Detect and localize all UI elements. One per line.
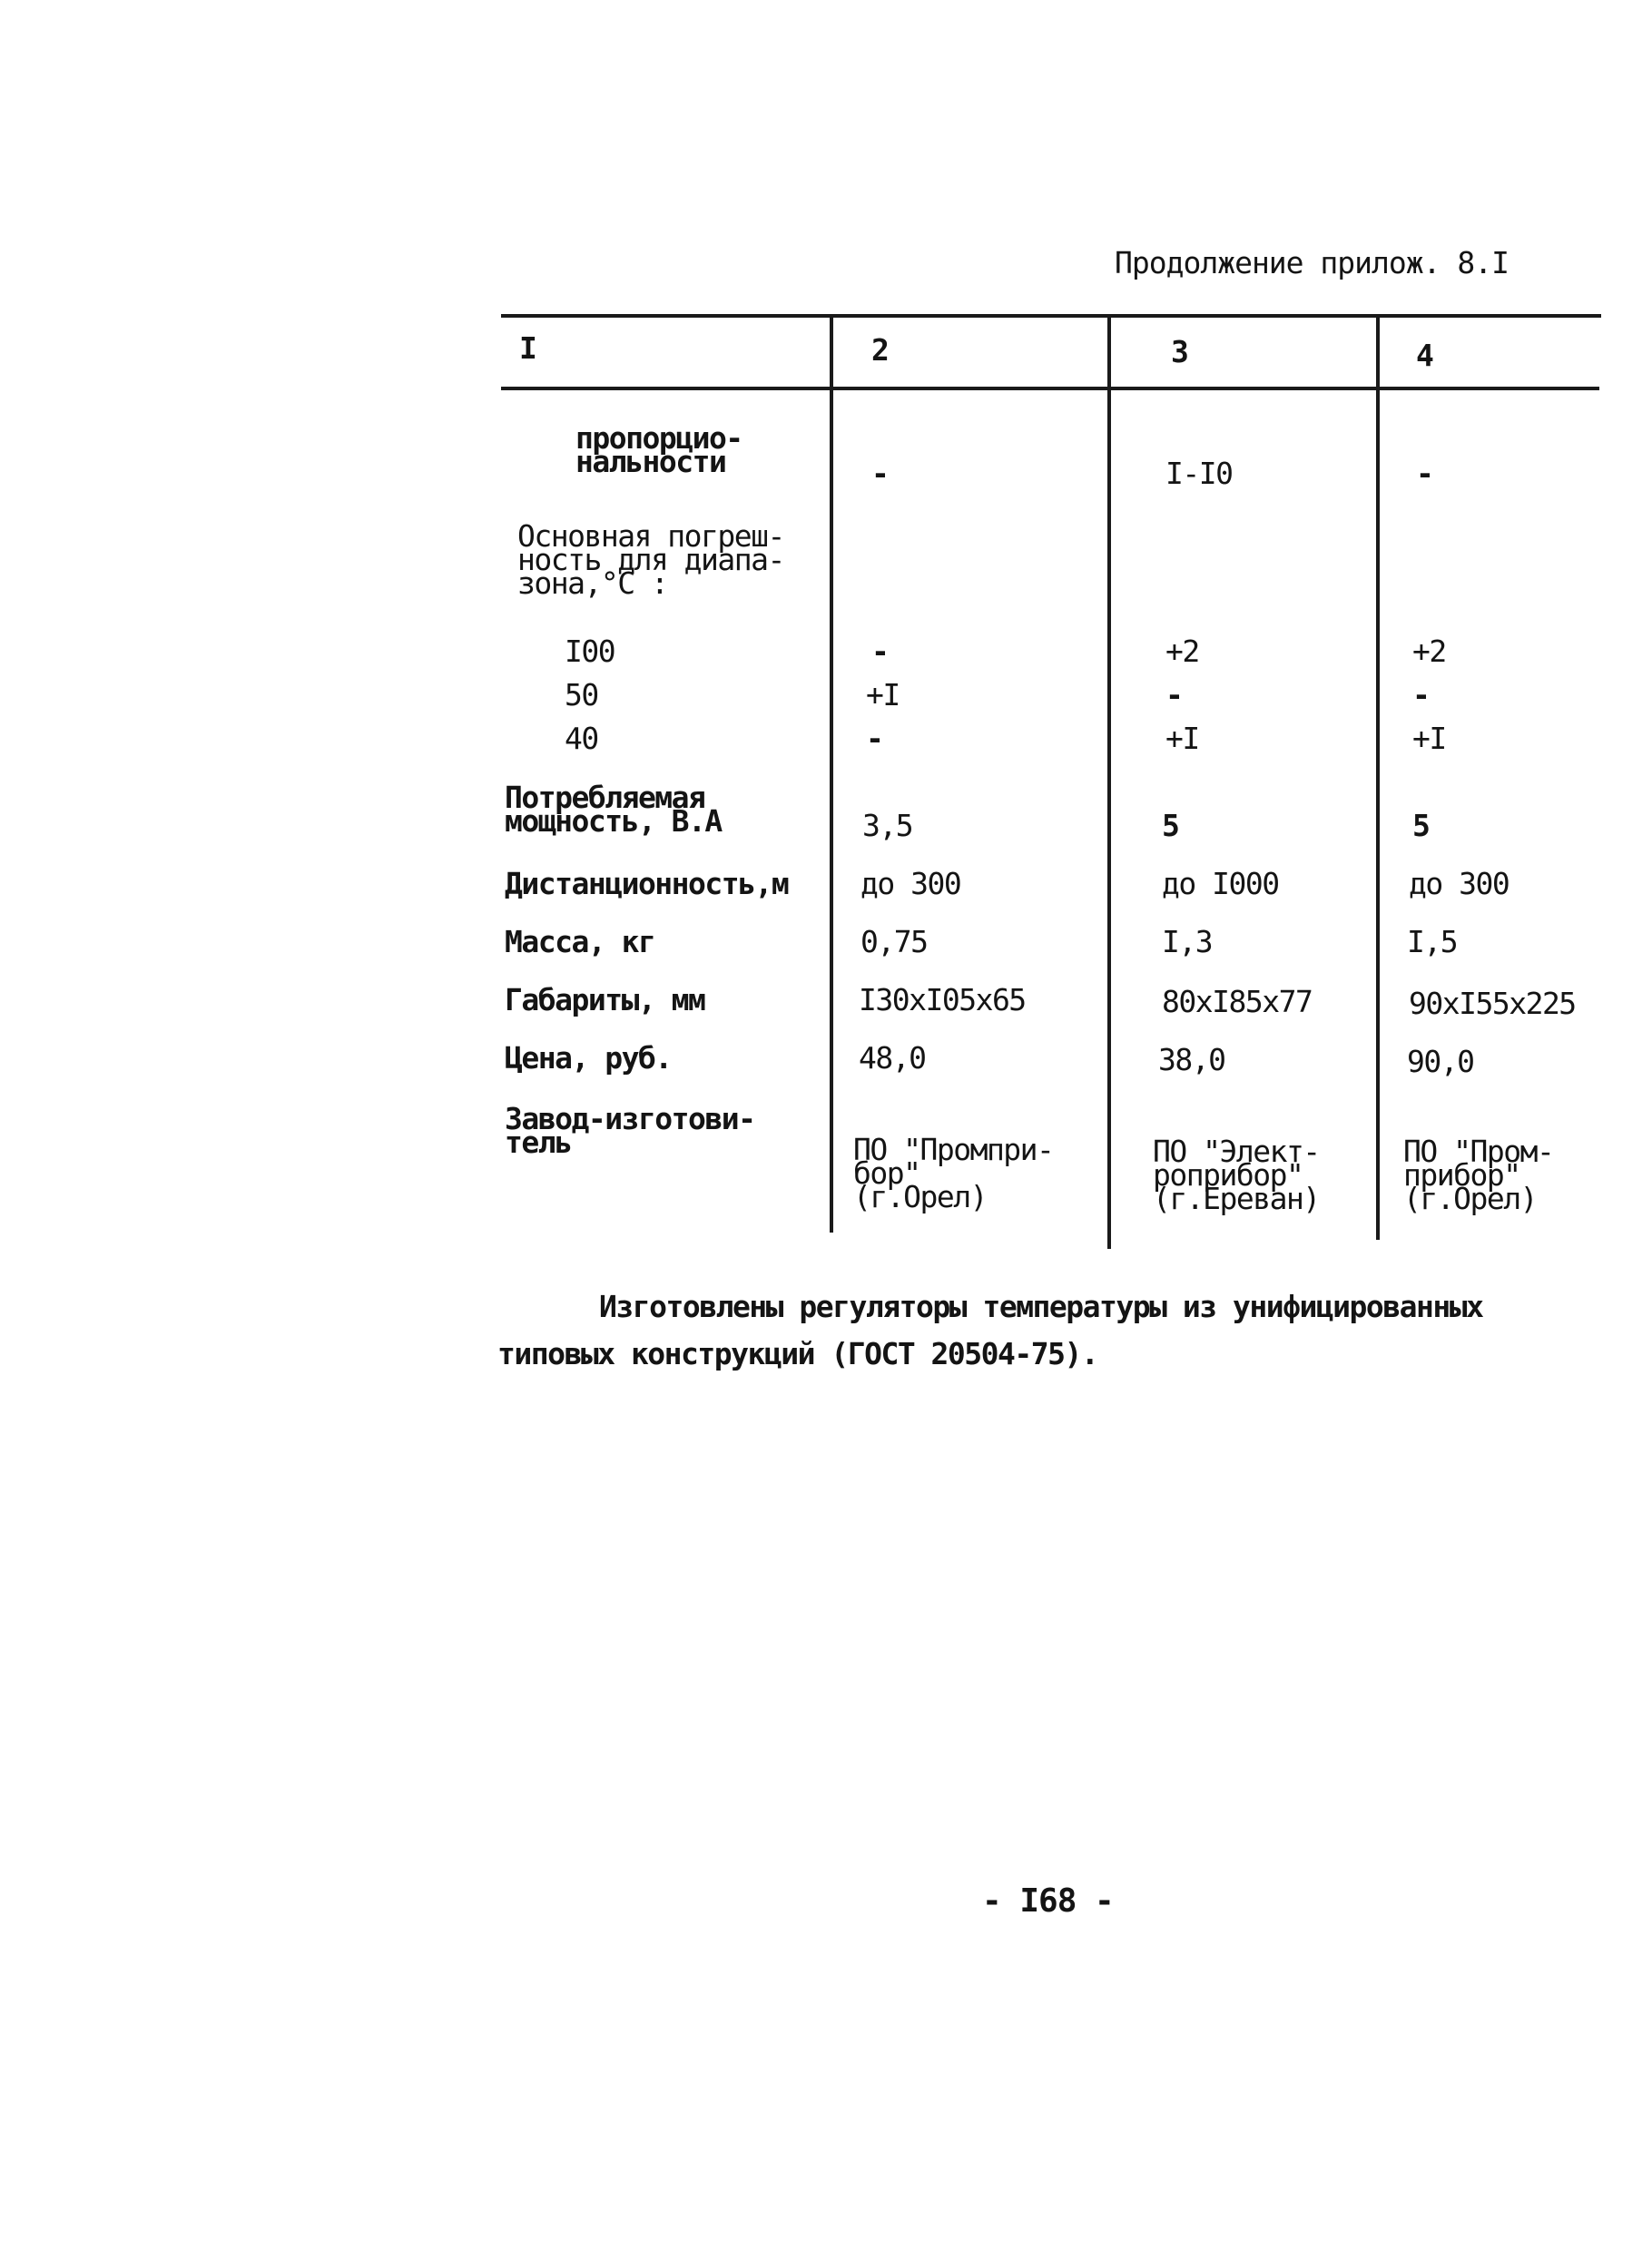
row-label: Габариты, мм [505,982,705,1017]
table-top-rule [501,314,1601,318]
table-cell: 5 [1162,808,1179,843]
continuation-heading: Продолжение прилож. 8.I [1115,245,1509,280]
table-cell: ПО "Элект- роприбор" (г.Ереван) [1153,1134,1320,1216]
row-label: 50 [565,677,598,712]
table-cell: +I [1165,721,1199,756]
table-column-header: I [519,330,536,366]
table-cell: I-I0 [1165,456,1233,491]
table-cell: 90xI55x225 [1409,986,1576,1021]
table-cell: - [866,721,883,756]
table-cell: +2 [1412,634,1446,669]
column-divider-1 [830,314,833,1233]
row-label: Дистанционность,м [505,866,789,901]
row-label: 40 [565,721,598,756]
table-column-header: 2 [871,332,889,368]
table-column-header: 4 [1416,338,1433,373]
table-cell: +I [866,677,900,712]
table-cell: 80xI85x77 [1162,984,1313,1019]
table-cell: ПО "Промпри- бор" (г.Орел) [853,1132,1054,1214]
column-divider-2 [1107,314,1111,1249]
table-cell: I,3 [1162,924,1213,959]
table-cell: 90,0 [1407,1044,1474,1079]
table-cell: +I [1412,721,1446,756]
row-label: Завод-изготови- тель [505,1101,755,1160]
row-label: Масса, кг [505,924,655,959]
table-cell: +2 [1165,634,1199,669]
page-number: - I68 - [982,1882,1114,1920]
row-label: пропорцио- нальности [575,420,742,479]
row-label: Цена, руб. [505,1040,672,1076]
table-cell: - [871,634,889,669]
note-line-2: типовых конструкций (ГОСТ 20504-75). [497,1336,1098,1371]
table-cell: 48,0 [859,1040,926,1076]
table-cell: - [1165,677,1183,712]
row-label: Потребляемая мощность, В.А [505,780,722,839]
row-label: I00 [565,634,615,669]
table-cell: I30xI05x65 [859,982,1026,1017]
table-cell: до I000 [1162,866,1279,901]
table-cell: до 300 [1409,866,1509,901]
column-divider-3 [1376,314,1380,1240]
table-cell: - [1412,677,1430,712]
row-label: Основная погреш- ность для диапа- зона,°C : [517,518,784,601]
table-cell: - [871,456,889,491]
table-cell: I,5 [1407,924,1458,959]
table-header-rule [501,387,1599,390]
table-cell: 38,0 [1158,1042,1225,1077]
table-cell: - [1416,456,1433,491]
note-paragraph [497,1283,1605,1378]
table-cell: до 300 [860,866,961,901]
table-cell: 5 [1412,808,1430,843]
table-cell: 0,75 [860,924,928,959]
table-cell: ПО "Пром- прибор" (г.Орел) [1403,1134,1554,1216]
table-column-header: 3 [1171,334,1188,369]
note-line-1: Изготовлены регуляторы температуры из унифицированных [599,1289,1483,1324]
table-cell: 3,5 [862,808,913,843]
